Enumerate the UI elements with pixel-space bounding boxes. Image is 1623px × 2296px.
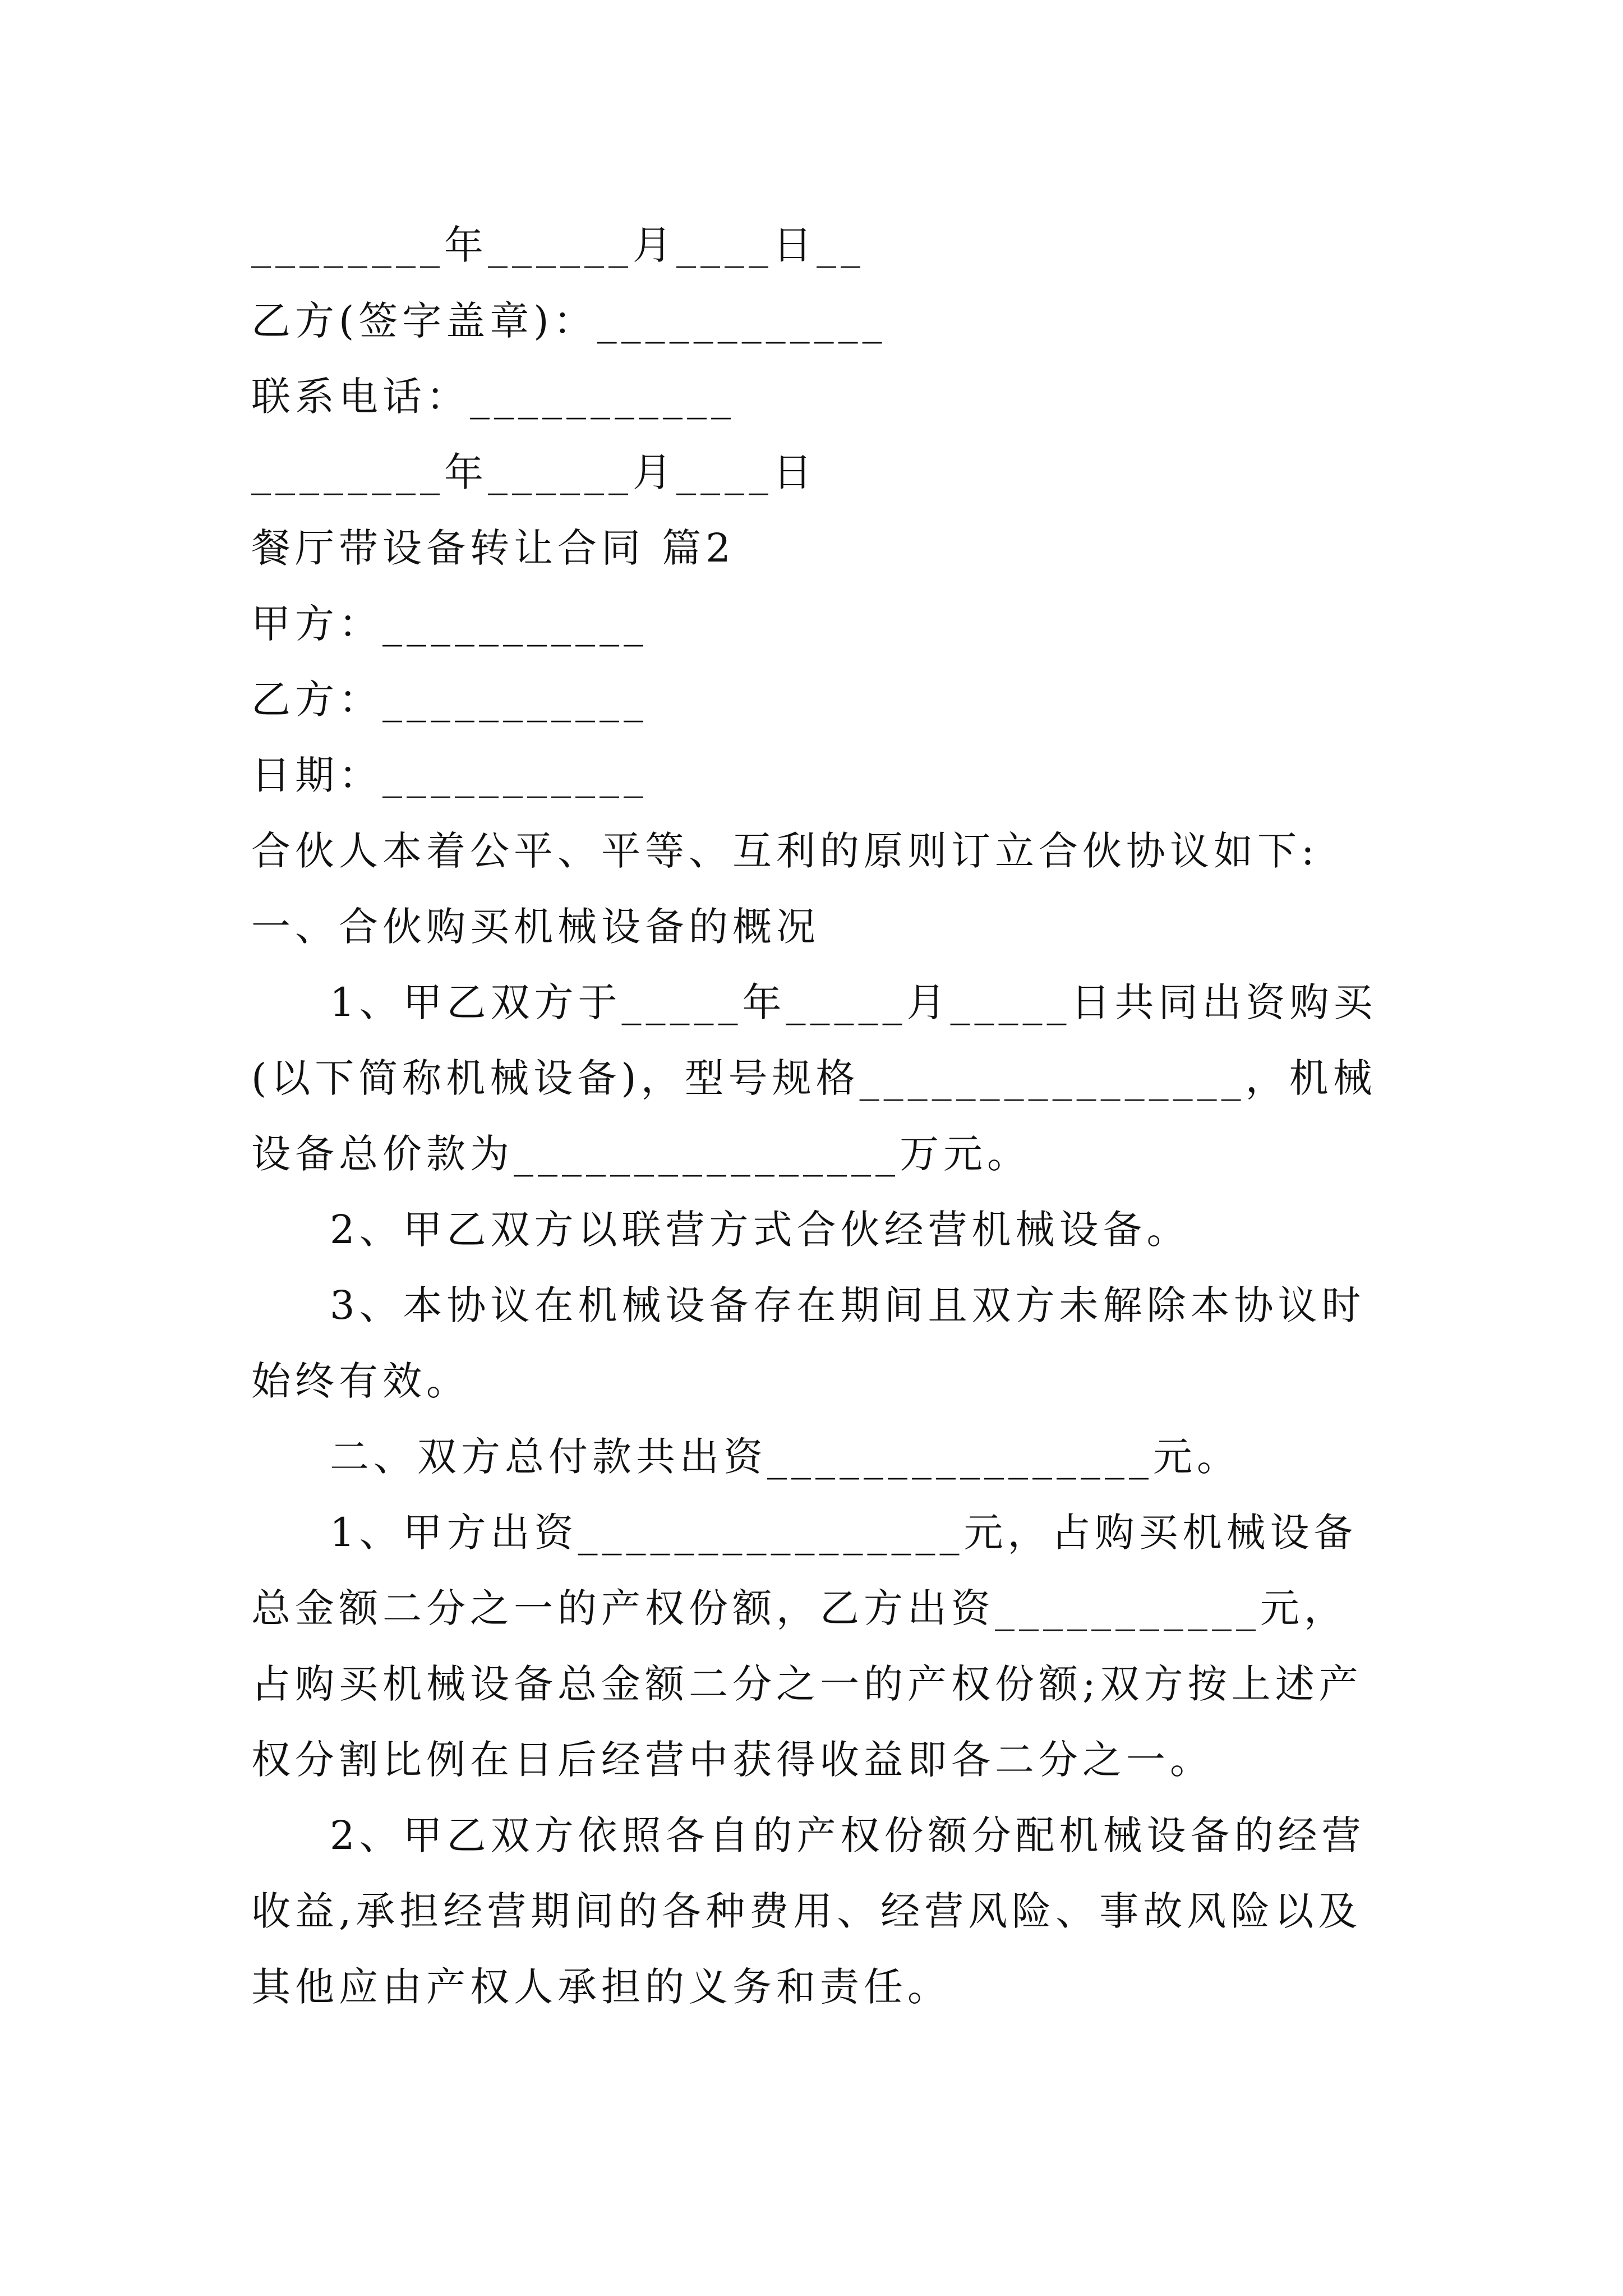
paragraph-1-2: 2、甲乙双方以联营方式合伙经营机械设备。: [330, 1207, 1191, 1253]
paragraph-2-2: 2、甲乙双方依照各自的产权份额分配机械设备的经营收益,承担经营期间的各种费用、经营风险、事故风险以及其他应由产权人承担的义务和责任。: [251, 1812, 1366, 2010]
party-b-line: 乙方：___________: [251, 677, 648, 723]
date-line-1: ________年______月____日__: [251, 222, 865, 268]
paragraph-1-1: 1、甲乙双方于_____年_____月_____日共同出资购买(以下简称机械设备)，型号规格________________，机械设备总价款为________________万元。: [251, 979, 1377, 1177]
section-two-heading: 二、双方总付款共出资________________元。: [330, 1434, 1241, 1480]
contract-title-2: 餐厅带设备转让合同 篇2: [251, 525, 735, 571]
preamble-line: 合伙人本着公平、平等、互利的原则订立合伙协议如下:: [251, 828, 1319, 874]
section-one-heading: 一、合伙购买机械设备的概况: [251, 904, 820, 950]
paragraph-2-1: 1、甲方出资________________元，占购买机械设备总金额二分之一的产权份额，乙方出资___________元，占购买机械设备总金额二分之一的产权份额;双方按上述产权分割比例在日后经营中获得收益即各二分之一。: [251, 1510, 1363, 1783]
paragraph-1-3: 3、本协议在机械设备存在期间且双方未解除本协议时始终有效。: [251, 1282, 1366, 1404]
party-b-signature-line: 乙方(签字盖章)：____________: [251, 298, 887, 344]
date-line-2: ________年______月____日: [251, 449, 817, 495]
date-field-line: 日期：___________: [251, 752, 648, 798]
party-a-line: 甲方：___________: [251, 601, 648, 647]
contact-phone-line: 联系电话：___________: [251, 374, 735, 420]
